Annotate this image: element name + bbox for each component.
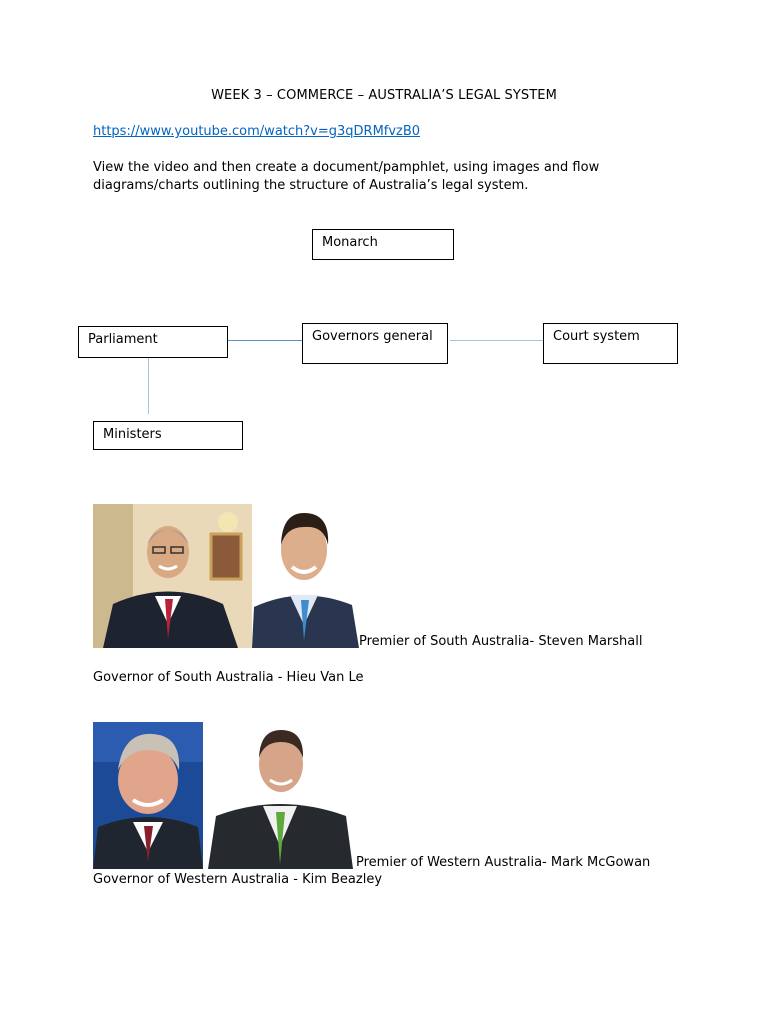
court-system-label: Court system <box>553 329 640 344</box>
monarch-label: Monarch <box>322 235 378 250</box>
document-title: WEEK 3 – COMMERCE – AUSTRALIA’S LEGAL SYSTEM <box>211 88 557 103</box>
governor-wa-photo <box>93 722 203 869</box>
instructions-paragraph: View the video and then create a document/pamphlet, using images and flow diagrams/charts outlining the structure of Australia’s legal system. <box>93 160 600 193</box>
premier-wa-photo <box>208 724 353 869</box>
connector-parliament-governors <box>228 340 302 341</box>
connector-governors-court <box>450 340 543 341</box>
wa-governor-caption: Governor of Western Australia - Kim Beazley <box>93 872 383 887</box>
governors-general-box <box>302 323 448 364</box>
court-system-box <box>543 323 678 364</box>
sa-premier-caption: Premier of South Australia- Steven Marshall <box>359 634 643 649</box>
ministers-box <box>93 421 243 450</box>
parliament-label: Parliament <box>88 332 158 347</box>
governors-general-label: Governors general <box>312 329 433 344</box>
video-link[interactable]: https://www.youtube.com/watch?v=g3qDRMfvzB0 <box>93 124 421 139</box>
premier-sa-photo <box>252 505 359 648</box>
governor-sa-photo <box>93 504 252 648</box>
parliament-box <box>78 326 228 358</box>
connector-parliament-ministers <box>148 358 149 414</box>
sa-governor-caption: Governor of South Australia - Hieu Van Le <box>93 670 364 685</box>
monarch-box <box>312 229 454 260</box>
wa-premier-caption: Premier of Western Australia- Mark McGowan <box>356 855 651 870</box>
ministers-label: Ministers <box>103 427 162 442</box>
